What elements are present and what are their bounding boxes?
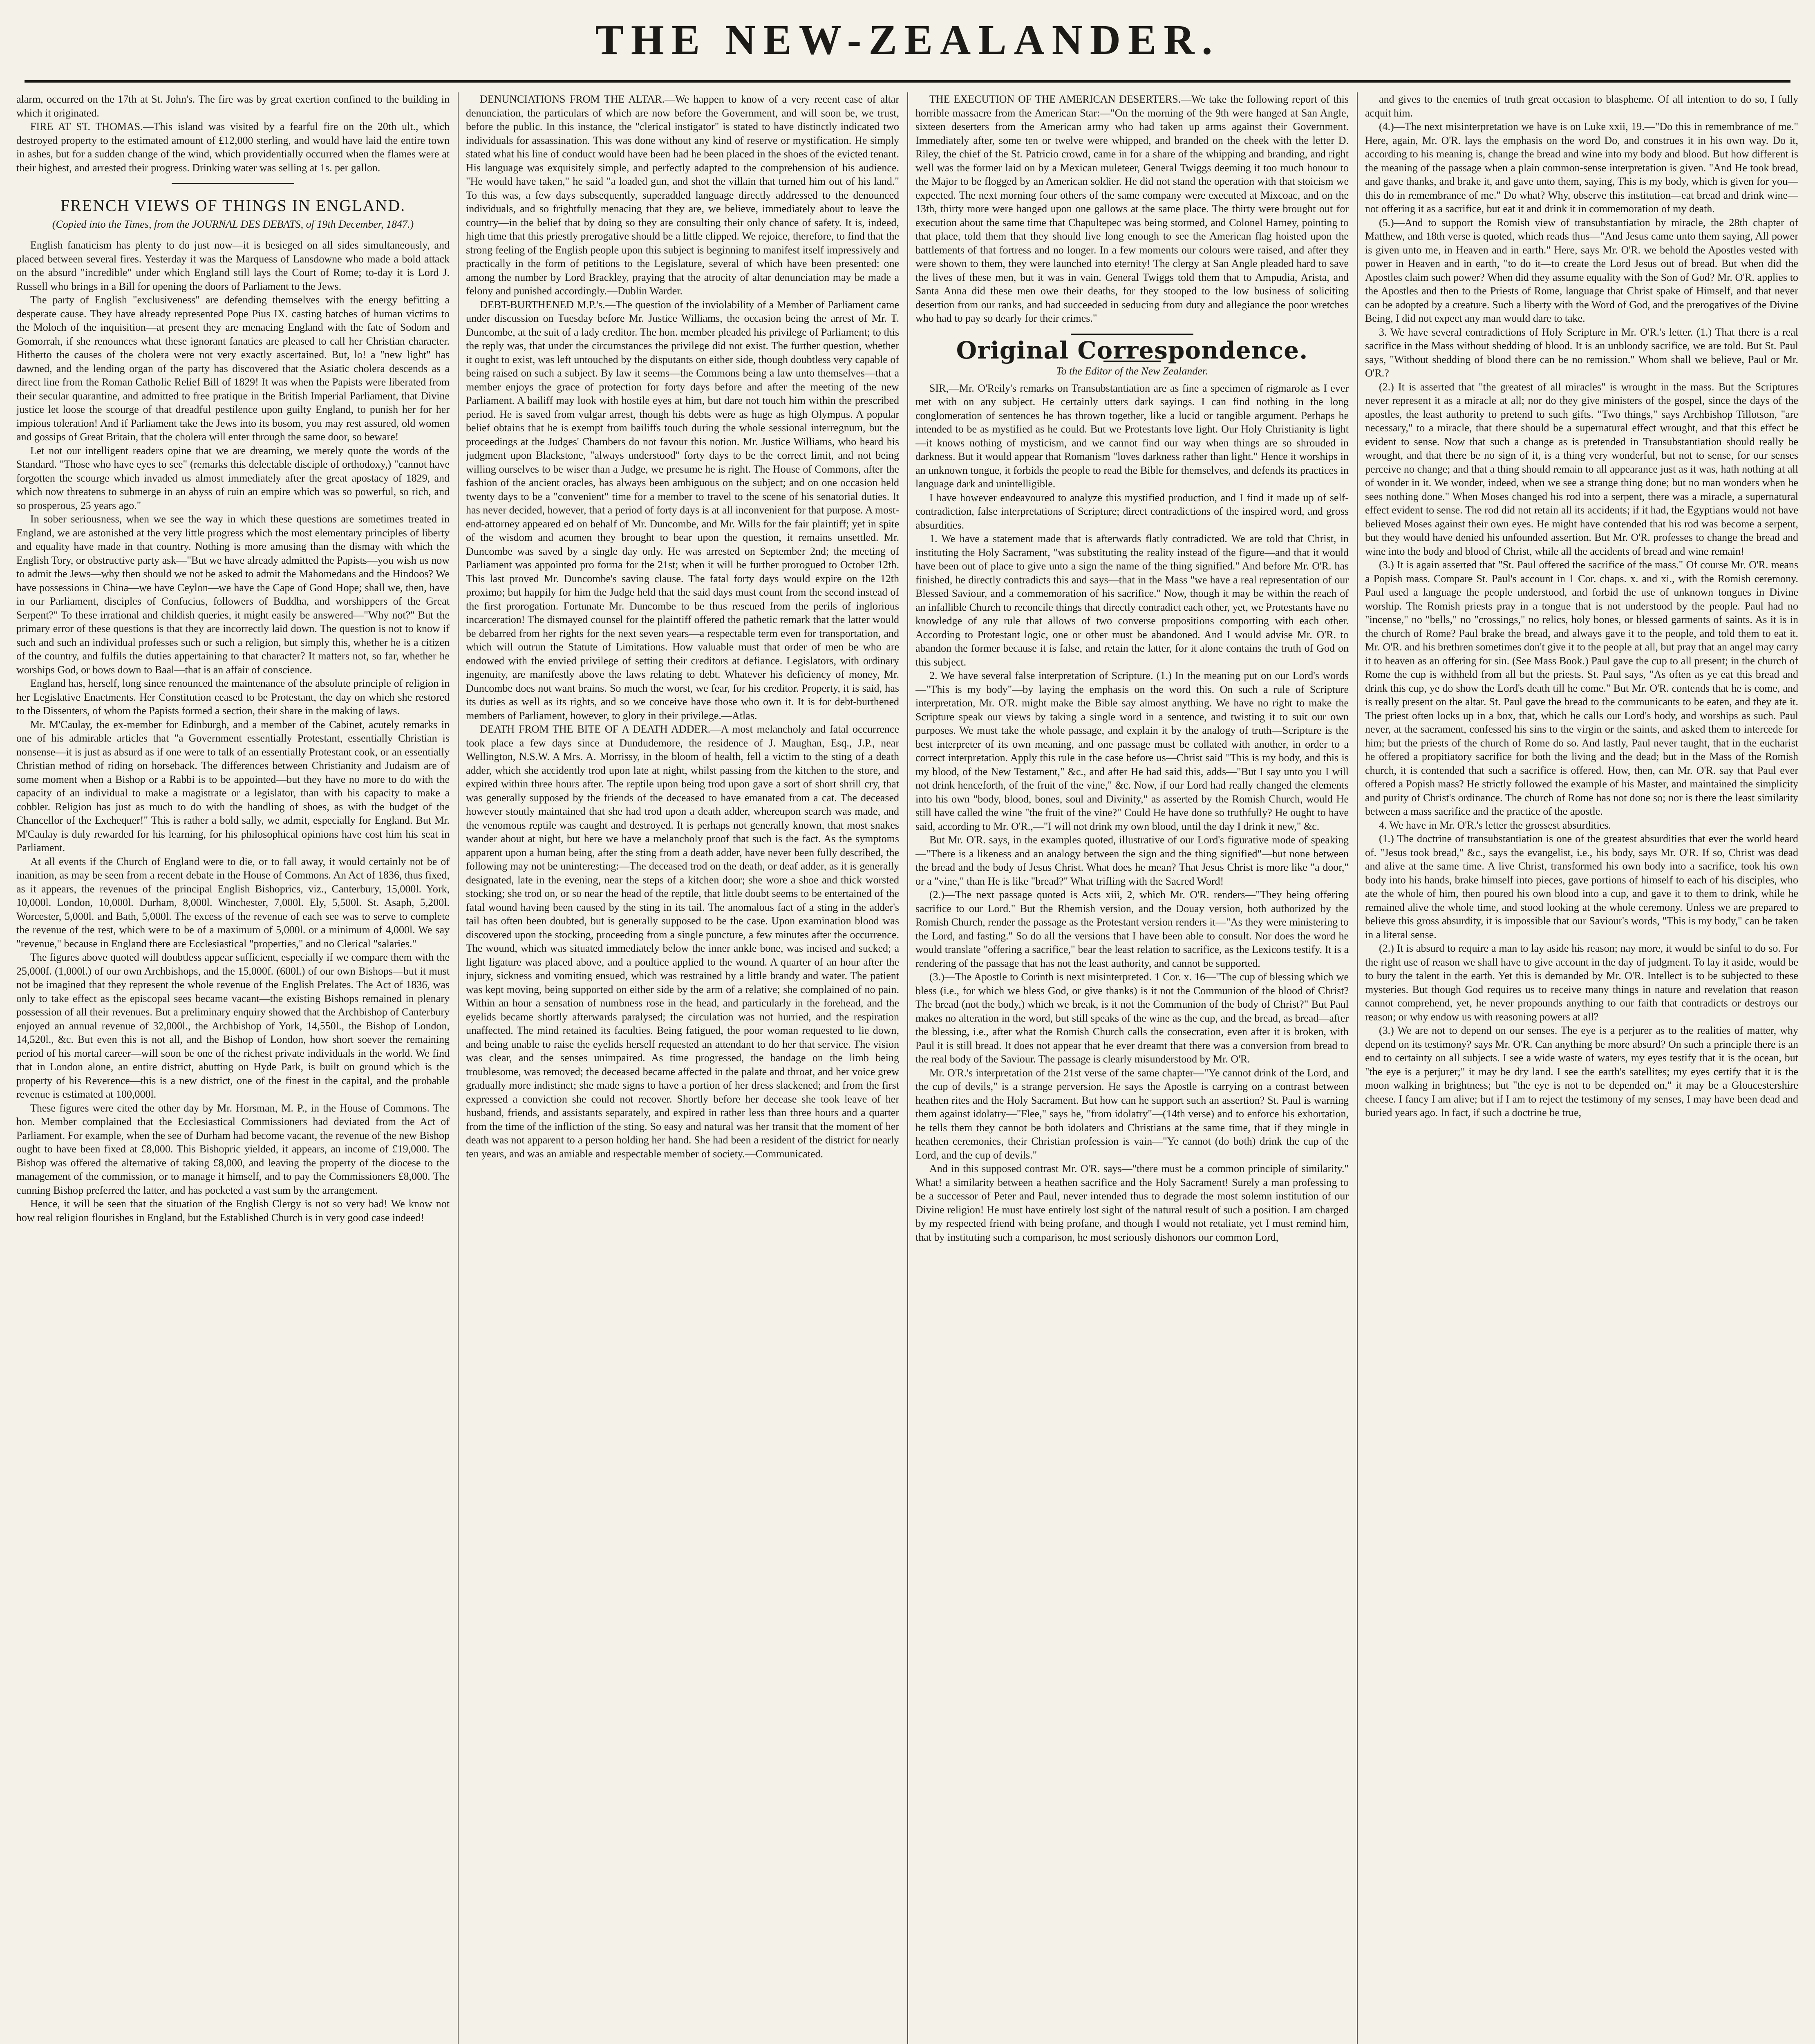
letter-body bbox=[915, 381, 1349, 1244]
article-paragraph: 3. We have several contradictions of Holy Scripture in Mr. O'R.'s letter. (1.) That there is a real sacrifice in the Mass without shedding of blood. It is an unbloody sacrifice, we are told. But St. Paul says, "Without shedding of blood there can be no remission." Whom shall we believe, Paul or Mr. O'R.? bbox=[1365, 326, 1798, 379]
article-paragraph: THE EXECUTION OF THE AMERICAN DESERTERS.—We take the following report of this horrible massacre from the American Star:—"On the morning of the 9th were hanged at San Angle, sixteen deserters from the American army who had taken up arms against their Government. Immediately after, some ten or twelve were whipped, and branded on the cheek with the letter D. Riley, the chief of the St. Patricio crowd, came in for a share of the whipping and branding, and right well was the former laid on by a Mexican muleteer, General Twiggs deeming it too much honour to the Major to be flogged by an American soldier. He did not stand the operation with that stoicism we expected. The next morning four others of the same company were executed at Mixcoac, and on the 13th, thirty more were hanged upon one gallows at the same place. The thirty were brought out for execution about the same time that Chapultepec was being stormed, and Colonel Harney, pointing to that place, told them that they should live long enough to see the American flag hoisted upon the battlements of that fortress and no longer. In a few moments our colours were raised, and after they were shown to them, they were launched into eternity! The clergy at San Angle pleaded hard to save the lives of these men, but it was in vain. General Twiggs told them that to Ampudia, Arista, and Santa Anna did these men owe their deaths, for they stooped to the low business of soliciting desertion from our ranks, and had succeeded in seducing from duty and allegiance the poor wretches who had to pay so dearly for their crimes." bbox=[915, 93, 1349, 324]
article-paragraph: (5.)—And to support the Romish view of transubstantiation by miracle, the 28th chapter of Matthew, and 18th verse is quoted, which reads thus—"And Jesus came unto them saying, All power is given unto me, in Heaven and in earth." Here, says Mr. O'R. we behold the Apostles vested with power in Heaven and in earth, "to do it—to create the Lord Jesus out of bread. But when did the Apostles claim such power? When did they assume equality with the Son of God? Mr. O'R. applies to the Apostles and then to the Priests of Rome, language that Christ spake of Himself, and that never can be adopted by a creature. Such a liberty with the Word of God, and the prerogatives of the Divine Being, I did not expect any man would dare to take. bbox=[1365, 216, 1798, 324]
column-4 bbox=[1365, 92, 1798, 2044]
article-paragraph: (4.)—The next misinterpretation we have is on Luke xxii, 19.—"Do this in remembrance of me." Here, again, Mr. O'R. lays the emphasis on the word Do, and construes it in his own way. Do it, according to his meaning is, change the bread and wine into my body and blood. But how different is the meaning of the passage when a plain common-sense interpretation is given. "And He took bread, and gave thanks, and brake it, and gave unto them, saying, This is my body, which is given for you—this do in remembrance of me." Do what? Why, observe this institution—eat bread and drink wine—not offering it as a sacrifice, but eat it and drink it in commemoration of my death. bbox=[1365, 121, 1798, 215]
section-divider bbox=[172, 183, 294, 184]
article-paragraph: DENUNCIATIONS FROM THE ALTAR.—We happen to know of a very recent case of altar denunciation, the particulars of which are now before the Government, and will soon be, we trust, before the public. In this instance, the "clerical instigator" is stated to have distinctly indicated two individuals for assassination. This was done without any kind of reserve or mystification. He simply stated what his line of conduct would have been had he been placed in the shoes of the evicted tenant. His language was exquisitely simple, and perfectly adapted to the comprehension of his audience. "He would have taken," he said "a loaded gun, and shot the villain that turned him out of his land." To this was, a few days subsequently, superadded language directly addressed to the denounced individuals, and so frightfully menacing that they are, we believe, immediately about to leave the country—in the belief that by doing so they are consulting their only chance of safety. It is, indeed, high time that this priestly prerogative should be a little clipped. We rejoice, therefore, to find that the strong feeling of the English people upon this subject is beginning to manifest itself impressively and practically in the form of petitions to the Legislature, several of which have been presented: one among the number by Lord Brackley, praying that the atrocity of altar denunciation may be made a felony and punished accordingly.—Dublin Warder. bbox=[466, 93, 899, 297]
article-paragraph: (2.)—The next passage quoted is Acts xiii, 2, which Mr. O'R. renders—"They being offering sacrifice to our Lord." But the Rhemish version, and the Douay version, both authorized by the Romish Church, render the passage as the Protestant version renders it—"As they were ministering to the Lord, and fasting." So do all the versions that I have been able to consult. Nor does the word he would translate "offering a sacrifice," bear the least relation to sacrifice, as the Lexicons testify. It is a rendering of the passage that has not the least authority, and cannot be supported. bbox=[915, 889, 1349, 969]
article-paragraph: Mr. M'Caulay, the ex-member for Edinburgh, and a member of the Cabinet, acutely remarks in one of his admirable articles that "a Government essentially Protestant, essentially Christian is nonsense—it is just as absurd as if one were to talk of an essentially Protestant cook, or an essentially Christian method of riding on horseback. The differences between Christianity and Judaism are of some moment when a Bishop or a Rabbi is to be appointed—but they have no more to do with the capacity of an individual to make a magistrate or a legislator, than with his capacity to make a cobbler. Religion has just as much to do with the handling of shoes, as with the budget of the Chancellor of the Exchequer!" This is rather a bold sally, we admit, especially for England. But Mr. M'Caulay is duly rewarded for his learning, for his philosophical opinions have cost him his seat in Parliament. bbox=[16, 718, 450, 854]
article-paragraph: FIRE AT ST. THOMAS.—This island was visited by a fearful fire on the 20th ult., which destroyed property to the estimated amount of £12,000 sterling, and would have laid the entire town in ashes, but for a sudden change of the wind, which providentially occurred when the flames were at their highest, and arrested their progress. Drinking water was selling at 1s. per gallon. bbox=[16, 121, 450, 174]
section-divider bbox=[1071, 334, 1193, 335]
article-paragraph: (2.) It is asserted that "the greatest of all miracles" is wrought in the mass. But the Scriptures never represent it as a miracle at all; nor do they give ministers of the gospel, since the days of the apostles, the least authority to pretend to such gifts. "Two things," says Archbishop Tillotson, "are necessary," to a miracle, that there should be a supernatural effect wrought, and that this effect be evident to sense. Now that such a change as is pretended in Transubstantiation should really be wrought, and that there be no sign of it, is a thing very wonderful, but not to sense, for our senses perceive no change; and that a thing should remain to all appearance just as it was, hath nothing at all of wonder in it. We wonder, indeed, when we see a strange thing done; but no man wonders when he sees nothing done." When Moses changed his rod into a serpent, there was a miracle, a supernatural effect evident to sense. The rod did not retain all its accidents; if it had, the Egyptians would not have believed Moses against their own eyes. He might have contended that his rod was become a serpent, but they would have denied his unfounded assertion. But Mr. O'R. professes to change the bread and wine into the body and blood of Christ, while all the accidents of bread and wine remain! bbox=[1365, 381, 1798, 557]
article-paragraph: Mr. O'R.'s interpretation of the 21st verse of the same chapter—"Ye cannot drink of the Lord, and the cup of devils," is a strange perversion. He says the Apostle is carrying on a contrast between heathen rites and the Holy Sacrament. But how can he support such an assertion? St. Paul is warning them against idolatry—"Flee," says he, "from idolatry"—(14th verse) and to enforce his exhortation, he tells them they cannot be both idolaters and Christians at the same time, that if they mingle in heathen ceremonies, their Christian profession is vain—"Ye cannot (do both) drink the cup of the Lord, and the cup of devils." bbox=[915, 1067, 1349, 1161]
article-paragraph: Let not our intelligent readers opine that we are dreaming, we merely quote the words of the Standard. "Those who have eyes to see" (remarks this delectable disciple of orthodoxy,) "cannot have forgotten the scourge which invaded us almost immediately after the great apostacy of 1829, and which now threatens to submerge in an abyss of ruin an empire which was so powerful, so rich, and so prosperous, 25 years ago." bbox=[16, 444, 450, 511]
article-paragraph: alarm, occurred on the 17th at St. John's. The fire was by great exertion confined to the building in which it originated. bbox=[16, 93, 450, 119]
article-paragraph: SIR,—Mr. O'Reily's remarks on Transubstantiation are as fine a specimen of rigmarole as I ever met with on any subject. He certainly utters dark sayings. I can find nothing in the long conglomeration of sentences he has thrown together, like a lucid or tangible argument. Perhaps he intended to be as mystified as he could. But we Protestants love light. Our Holy Christianity is light—it knows nothing of mysticism, and we cannot find our way when things are so shrouded in darkness. But it would appear that Romanism "loves darkness rather than light." Hence it worships in an unknown tongue, it forbids the people to read the Bible for themselves, and defends its practices in language dark and unintelligible. bbox=[915, 382, 1349, 490]
article-paragraph: 1. We have a statement made that is afterwards flatly contradicted. We are told that Christ, in instituting the Holy Sacrament, "was substituting the reality instead of the figure—and that it would have been out of place to give unto a sign the name of the thing signified." And before Mr. O'R. has finished, he directly contradicts this and says—that in the Mass "we have a real representation of our Blessed Saviour, and a commemoration of his sacrifice." Now, though it may be within the reach of an infallible Church to reconcile things that directly contradict each other, yet, we Protestants have no knowledge of any rule that allows of two converse propositions comporting with each other. According to Protestant logic, one or other must be abandoned. And I would advise Mr. O'R. to abandon the former because it is false, and retain the latter, for it alone contains the truth of God on this subject. bbox=[915, 533, 1349, 668]
article-subheading: (Copied into the Times, from the JOURNAL DES DEBATS, of 19th December, 1847.) bbox=[52, 218, 414, 230]
article-paragraph: These figures were cited the other day by Mr. Horsman, M. P., in the House of Commons. The hon. Member complained that the Ecclesiastical Commissioners had deviated from the Act of Parliament. For example, when the see of Durham had become vacant, the revenue of the new Bishop ought to have been fixed at £8,000. This Bishopric yielded, it appears, an income of £19,000. The Bishop was offered the alternative of taking £8,000, and leaving the property of the diocese to the management of the commission, or to manage it himself, and to pay the Commissioners £8,000. The cunning Bishop preferred the latter, and has pocketed a vast sum by the arrangement. bbox=[16, 1102, 450, 1196]
column-divider bbox=[907, 92, 908, 2044]
article-paragraph: I have however endeavoured to analyze this mystified production, and I find it made up of self-contradiction, false interpretations of Scripture; direct contradictions of the inspired word, and gross absurdities. bbox=[915, 491, 1349, 531]
article-body bbox=[16, 238, 450, 1224]
article-paragraph: 4. We have in Mr. O'R.'s letter the grossest absurdities. bbox=[1379, 819, 1611, 831]
article-paragraph: In sober seriousness, when we see the way in which these questions are sometimes treated in England, we are astonished at the very little progress which the most elementary principles of liberty and equality have made in that country. Nothing is more amusing than the dismay with which the English Tory, or obstructive party ask—"But we have already admitted the Papists—you wish us now to admit the Jews—why then should we not be asked to admit the Mahomedans and the Hindoos? We have possessions in China—we have Ceylon—we have the Cape of Good Hope; shall we, then, have in our Parliament, disciples of Confucius, followers of Buddha, and worshippers of the Great Serpent?" To these irrational and childish queries, it might easily be answered—"Why not?" But the primary error of these questions is that they are incorrectly laid down. The question is not to know if such and such an individual professes such or such a religion, but simply this, whether he is a citizen of the country, and fulfils the duties appertaining to that character? It matters not, so far, whether he worships God, or bows down to Baal—that is an affair of conscience. bbox=[16, 513, 450, 676]
article-paragraph: (3.) We are not to depend on our senses. The eye is a perjurer as to the realities of matter, why depend on its testimony? says Mr. O'R. Can anything be more absurd? On such a principle there is an end to certainty on all subjects. I see a wide waste of waters, my eyes testify that it is the ocean, but "the eye is a perjurer;" it may be dry land. I see the earth's satellites; my eyes certify that it is the moon walking in brightness; but "the eye is not to be depended on," it may be a Gloucestershire cheese. I fancy I am alive; but if I am to reject the testimony of my senses, I may have been dead and buried years ago. In fact, if such a doctrine be true, bbox=[1365, 1024, 1798, 1118]
article-heading: FRENCH VIEWS OF THINGS IN ENGLAND. bbox=[60, 196, 406, 215]
column-2 bbox=[466, 92, 899, 2044]
article-paragraph: (2.) It is absurd to require a man to lay aside his reason; nay more, it would be sinful to do so. For the right use of reason we shall have to give account in the day of judgment. To lay it aside, would be to bury the talent in the earth. Yet this is demanded by Mr. O'R. Intellect is to be subjected to these mysteries. But though God requires us to receive many things in nature and revelation that reason cannot comprehend, yet, he never propounds anything to our faith that contradicts or destroys our reason; or why endow us with reasoning powers at all? bbox=[1365, 942, 1798, 1023]
section-heading: Original Correspondence. bbox=[956, 336, 1308, 364]
article-paragraph: At all events if the Church of England were to die, or to fall away, it would certainly not be of inanition, as may be seen from a recent debate in the House of Commons. An Act of 1836, thus fixed, as it appears, the revenues of the principal English Bishoprics, viz., Canterbury, 15,000l. York, 10,000l. London, 10,000l. Durham, 8,000l. Winchester, 7,000l. Ely, 5,500l. St. Asaph, 5,200l. Worcester, 5,000l. and Bath, 5,000l. The excess of the revenue of each see was to serve to complete the revenue of the rest, which were to be of a maximum of 5,000l. or a minimum of 4,000l. We say "revenue," because in England there are Ecclesiastical "properties," and no Clerical "salaries." bbox=[16, 855, 450, 950]
article-paragraph: DEBT-BURTHENED M.P.'s.—The question of the inviolability of a Member of Parliament came under discussion on Tuesday before Mr. Justice Williams, the occasion being the arrest of Mr. T. Duncombe, at the suit of a lady creditor. The hon. member pleaded his privilege of Parliament; to this the reply was, that under the circumstances the privilege did not exist. The further question, whether it ought to exist, was left untouched by the disputants on either side, though doubtless very capable of being raised on such a subject. By law it seems—the Commons being a law unto themselves—that a member enjoys the grace of protection for forty days before and after the meeting of the new Parliament. A bailiff may look with hostile eyes at him, but dare not touch him within the prescribed period. He is saved from vulgar arrest, though his debts were as huge as high Olympus. A popular belief obtains that he is exempt from bailiffs touch during the whole sessional interregnum, but the proceedings at the Judges' Chambers do not favour this notion. Mr. Justice Williams, who heard his judgment upon Blackstone, "always understood" forty days to be the correct limit, and not being willing ourselves to be wiser than a Judge, we presume he is right. The House of Commons, after the fashion of the ancient oracles, has always been ambiguous on the subject; and on one occasion held twenty days to be a "convenient" time for a member to travel to the scene of his senatorial duties. It has never decided, however, that a period of forty days is at all inconvenient for that purpose. A most-end-attorney appeared ed on behalf of Mr. Duncombe, and Mr. Wills for the fair plaintiff; yet in spite of the wisdom and acumen they brought to bear upon the question, it remains unsettled. Mr. Duncombe was saved by a single day only. He was arrested on September 2nd; the meeting of Parliament was appointed pro forma for the 21st; when it will be further prorogued to October 12th. This last proved Mr. Duncombe's saving clause. The fatal forty days would expire on the 12th proximo; but happily for him the Judge held that the said days must count from the second instead of the first prorogation. Fortunate Mr. Duncombe to be thus rescued from the perils of inglorious incarceration! The dismayed counsel for the plaintiff offered the pathetic remark that the latter would be debarred from her rights for the next seven years—a respectable term even for transportation, and which will outrun the Statute of Limitations. How valuable must that order of men be who are endowed with the envied privilege of setting their creditors at defiance. Legislators, with ordinary ingenuity, are manifestly above the laws relating to debt. Whatever his deficiency of money, Mr. Duncombe does not want brains. So much the worst, we fear, for his creditor. Property, it is said, has its duties as well as its rights, and so we conceive have those who own it. It is for debt-burthened members of Parliament, however, to glory in their privilege.—Atlas. bbox=[466, 298, 899, 722]
column-divider bbox=[458, 92, 459, 2044]
article-paragraph: (3.) It is again asserted that "St. Paul offered the sacrifice of the mass." Of course Mr. O'R. means a Popish mass. Compare St. Paul's account in 1 Cor. chaps. x. and xi., with the Romish ceremony. Paul used a language the people understood, and forbid the use of unknown tongues in Divine worship. The Romish priests pray in a tongue that is not understood by the people. Paul had no "incense," no "bells," no "crossings," no relics, holy bones, or blessed garments of saints. As it is in the church of Rome? Paul brake the bread, and always gave it to the people, and told them to eat it. Mr. O'R. and his brethren sometimes don't give it to the people at all, but pray that an angel may carry it to heaven as an offering for sin. (See Mass Book.) Paul gave the cup to all present; in the church of Rome the cup is withheld from all but the priests. St. Paul says, "As often as ye eat this bread and drink this cup, ye do show the Lord's death till he come." But Mr. O'R. contends that he is come, and is really present on the altar. St. Paul gave the bread to the communicants to be eaten, and they ate it. The priest often locks up in a box, that, which he calls our Lord's body, and worships as such. Paul never, at the sacrament, confessed his sins to the virgin or the saints, and asked them to intercede for him; but the priests of the church of Rome do so. And lastly, Paul never taught, that in the eucharist he offered a propitiatory sacrifice for both the living and the dead; but in the Mass of the Romish church, it is contended that such a sacrifice is offered. How, then, can Mr. O'R. say that Paul ever offered a Popish mass? He strictly followed the example of his Master, and maintained the simplicity and purity of Christ's ordinance. The church of Rome has not done so; nor is there the least similarity between a mass sacrifice and the practice of the apostle. bbox=[1365, 559, 1798, 817]
article-paragraph: DEATH FROM THE BITE OF A DEATH ADDER.—A most melancholy and fatal occurrence took place a few days since at Dundudemore, the residence of J. Maughan, Esq., J.P., near Wellington, N.S.W. A Mrs. A. Morrissy, in the bloom of health, fell a victim to the sting of a death adder, which she accidently trod upon late at night, whilst passing from the kitchen to the store, and expired within three hours after. The reptile upon being trod upon gave a sort of short shrill cry, that was generally supposed by the friends of the deceased to have emanated from a cat. The deceased however stoutly maintained that she had trod upon a death adder, whereupon search was made, and the venomous reptile was caught and destroyed. It is perhaps not generally known, that most snakes wander about at night, but here we have a melancholy proof that such is the fact. As the symptoms apparent upon a human being, after the sting from a death adder, have never been fully described, the following may not be uninteresting:—The deceased trod on the death, or deaf adder, as it is generally designated, late in the evening, near the steps of a kitchen door; she wore a shoe and thick worsted stocking; she trod on, or so near the head of the reptile, that little doubt seems to be entertained of the fatal wound having been caused by the sting in its tail. The anomalous fact of a sting in the adder's tail has often been doubted, but is generally supposed to be the case. Upon examination blood was discovered upon the stocking, proceeding from a single puncture, a few minutes after the occurrence. The wound, which was situated immediately below the inner ankle bone, was incised and sucked; a light ligature was placed above, and a poultice applied to the wound. A quarter of an hour after the injury, sickness and vomiting ensued, which was restrained by a little brandy and water. The patient was kept moving, being supported on either side by the arm of a relative; she complained of no pain. Within an hour a sensation of numbness rose in the head, and particularly in the forehead, and the eyelids became shortly afterwards paralysed; the circulation was not hurried, and the respiration unaffected. The mind retained its faculties. Being fatigued, the poor woman requested to lie down, and being unable to raise the eyelids herself requested an attendant to do her that service. The vision was clear, and the senses unimpaired. As time progressed, the bandage on the limb being troublesome, was removed; the deceased became affected in the palate and throat, and her voice grew gradually more indistinct; she made signs to have a portion of her dress slackened; and from the first expressed a conviction she could not recover. Shortly before her decease she took leave of her husband, friends, and assistants separately, and expired in rather less than three hours and a quarter from the time of the infliction of the sting. So easy and natural was her transit that the moment of her death was not apparent to a person holding her hand. She had been a resident of the district for nearly ten years, and was an amiable and respectable member of society.—Communicated. bbox=[466, 723, 899, 1160]
article-paragraph: (1.) The doctrine of transubstantiation is one of the greatest absurdities that ever the world heard of. "Jesus took bread," &c., says the evangelist, i.e., his body, says Mr. O'R. If so, Christ was dead and alive at the same time. A live Christ, transformed his own body into a sacrifice, took his own body into his hands, brake himself into pieces, gave portions of himself to each of his disciples, who ate the whole of him, then poured his own blood into a cup, and gave it to them to drink, while he remained alive the whole time, and stood looking at the whole ceremony. Unless we are prepared to believe this gross absurdity, it is impossible that our Saviour's words, "This is my body," can be taken in a literal sense. bbox=[1365, 833, 1798, 941]
newspaper-title: THE NEW-ZEALANDER. bbox=[595, 16, 1220, 63]
column-divider bbox=[1357, 92, 1358, 2044]
article-paragraph: Hence, it will be seen that the situation of the English Clergy is not so very bad! We know not how real religion flourishes in England, but the Established Church is in very good case indeed! bbox=[16, 1198, 450, 1224]
article-paragraph: English fanaticism has plenty to do just now—it is besieged on all sides simultaneously, and placed between several fires. Yesterday it was the Marquess of Lansdowne who made a bold attack on the absurd "incredible" under which England still lays the Court of Rome; to-day it is Lord J. Russell who brings in a Bill for opening the doors of Parliament to the Jews. bbox=[16, 239, 450, 292]
article-body bbox=[466, 92, 899, 1161]
article-paragraph: And in this supposed contrast Mr. O'R. says—"there must be a common principle of similarity." What! a similarity between a heathen sacrifice and the Holy Sacrament! Surely a man professing to be a successor of Peter and Paul, never intended thus to degrade the most solemn institution of our Divine religion! He must have entirely lost sight of the natural result of such a position. I am charged by my respected friend with being profane, and though I would not retaliate, yet I must remind him, that by instituting such a comparison, he most seriously dishonors our common Lord, bbox=[915, 1163, 1349, 1243]
article-paragraph: But Mr. O'R. says, in the examples quoted, illustrative of our Lord's figurative mode of speaking—"There is a likeness and an analogy between the sign and the thing signified"—but none between the bread and the body of Jesus Christ. What does he mean? That Jesus Christ is more like "a door," or a "vine," than He is like "bread?" What trifling with the Sacred Word! bbox=[915, 834, 1349, 887]
column-1 bbox=[16, 92, 450, 2044]
article-paragraph: and gives to the enemies of truth great occasion to blaspheme. Of all intention to do so, I fully acquit him. bbox=[1365, 93, 1798, 119]
article-paragraph: The party of English "exclusiveness" are defending themselves with the energy befitting a desperate cause. They have already represented Pope Pius IX. casting batches of human victims to the Moloch of the inquisition—at present they are menacing England with the fate of Sodom and Gomorrah, if she renounces what these ignorant fanatics are pleased to call her Christian character. Hitherto the causes of the cholera were not very exactly ascertained. But, lo! a "new light" has dawned, and the lending organ of the party has discovered that the Asiatic cholera descends as a direct line from the Roman Catholic Relief Bill of 1829! It was when the Papists were liberated from their secular quarantine, and admitted to free pratique in the British Imperial Parliament, that Divine justice let loose the scourge of that dreadful pestilence upon guilty England, to punish her for her impious toleration! And if Parliament take the Jews into its bosom, you may rest assured, old women and gossips of Great Britain, that the cholera will enter through the same door, so beware! bbox=[16, 294, 450, 443]
masthead bbox=[25, 8, 1790, 74]
editor-address: To the Editor of the New Zealander. bbox=[1056, 365, 1208, 377]
letter-body bbox=[1365, 92, 1798, 1120]
article-paragraph: 2. We have several false interpretation of Scripture. (1.) In the meaning put on our Lord's words—"This is my body"—by laying the emphasis on the word this. On such a rule of Scripture interpretation, Mr. O'R. might make the Bible say almost anything. We have no right to make the Scripture speak our views by taking a single word in a sentence, and twisting it to suit our own purposes. We must take the whole passage, and explain it by the analogy of truth—Scripture is the best interpreter of its own meaning, and one passage must be collated with another, in order to a correct interpretation. Apply this rule in the case before us—Christ said "This is my body, and this is my blood, of the New Testament," &c., and after He had said this, adds—"But I say unto you I will not drink henceforth, of the fruit of the vine," &c. Now, if our Lord had really changed the elements into his own "body, blood, bones, soul and Divinity," as asserted by the Romish Church, would He still have called the wine "the fruit of the vine?" Could He have done so truthfully? He ought to have said, according to Mr. O'R.,—"I will not drink my own blood, until the day I drink it new," &c. bbox=[915, 670, 1349, 832]
article-paragraph: (3.)—The Apostle to Corinth is next misinterpreted. 1 Cor. x. 16—"The cup of blessing which we bless (i.e., for which we bless God, or give thanks) is it not the Communion of the blood of Christ? The bread (not the body,) which we break, is it not the Communion of the body of Christ?" But Paul makes no alteration in the word, but still speaks of the wine as the cup, and the bread, as bread—after the blessing, i.e., after what the Romish Church calls the consecration, even after it is broken, with Paul it is still bread. It does not appear that he ever dreamt that there was a conversion from bread to the real body of the Saviour. The passage is clearly misunderstood by Mr. O'R. bbox=[915, 971, 1349, 1065]
masthead-rule bbox=[25, 80, 1790, 83]
article-paragraph: The figures above quoted will doubtless appear sufficient, especially if we compare them with the 25,000f. (1,000l.) of our own Archbishops, and the 15,000f. (600l.) of our own Bishops—but it must not be imagined that they represent the whole revenue of the English Prelates. The Act of 1836, was only to take effect as the episcopal sees became vacant—the existing Bishops remained in plenary possession of all their revenues. But a preliminary enquiry showed that the Archbishop of Canterbury enjoyed an annual revenue of 32,000l., the Archbishop of York, 14,550l., the Bishop of London, 14,520l., &c. But even this is not all, and the Bishop of London, how short soever the remaining period of his mortal career—will soon be one of the richest private individuals in the world. We find that in London alone, an entire district, abutting on Hyde Park, is built on ground which is the property of his Reverence—this is a new district, one of the finest in the capital, and the probable revenue is estimated at 100,000l. bbox=[16, 951, 450, 1100]
article-paragraph: England has, herself, long since renounced the maintenance of the absolute principle of religion in her Legislative Enactments. Her Constitution ceased to be Protestant, the day on which she restored to the Dissenters, of whom the Papists formed a section, their share in the making of laws. bbox=[16, 677, 450, 717]
column-3 bbox=[915, 92, 1349, 2044]
